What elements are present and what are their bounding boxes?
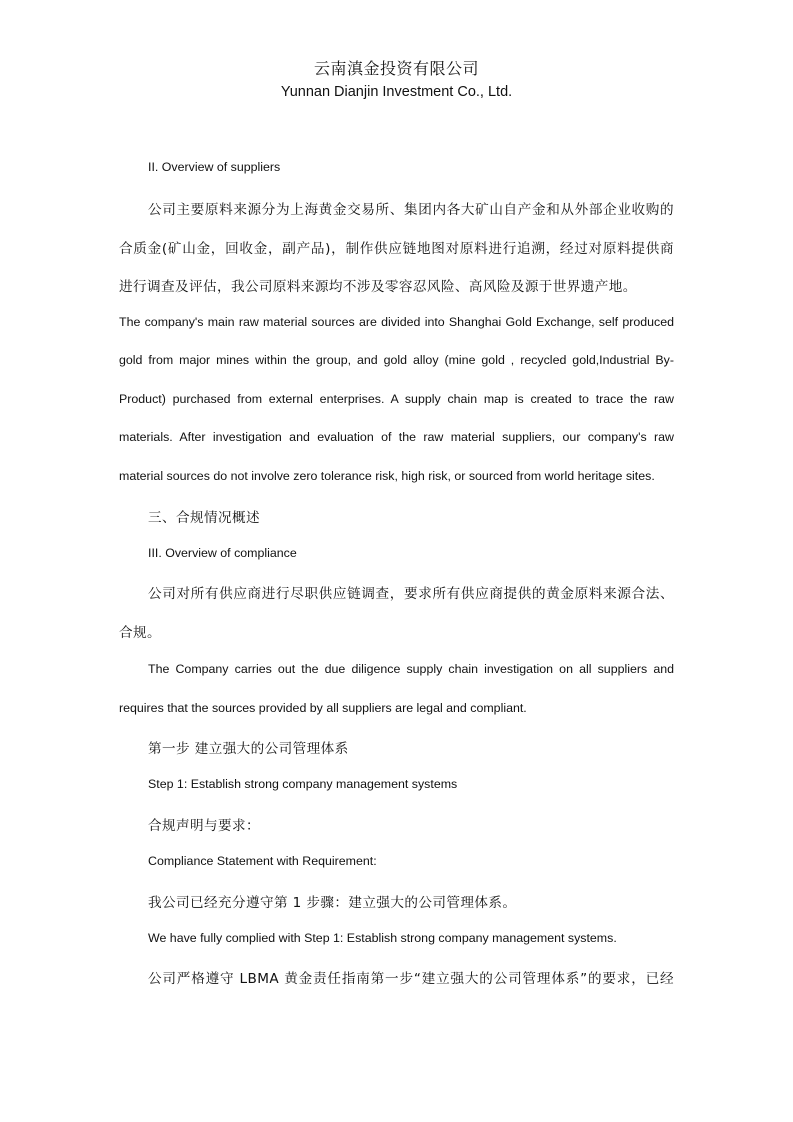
paragraph-line: materials. After investigation and evaluation of the raw material suppliers, our company's raw: [119, 430, 674, 444]
compliance-label-cn: 合规声明与要求：: [148, 818, 260, 834]
paragraph-line: 合质金(矿山金，回收金，副产品)，制作供应链地图对原料进行追溯，经过对原料提供商: [119, 241, 674, 257]
paragraph-line: requires that the sources provided by all suppliers are legal and compliant.: [119, 701, 527, 715]
paragraph-line: 合规。: [119, 625, 161, 641]
compliance-label-en: Compliance Statement with Requirement:: [148, 854, 377, 868]
section-heading-compliance-en: III. Overview of compliance: [148, 546, 297, 560]
step-heading-cn: 第一步 建立强大的公司管理体系: [148, 741, 349, 757]
paragraph-line: 公司主要原料来源分为上海黄金交易所、集团内各大矿山自产金和从外部企业收购的: [148, 202, 674, 218]
statement-cn: 我公司已经充分遵守第 1 步骤：建立强大的公司管理体系。: [148, 895, 517, 911]
paragraph-line: Product) purchased from external enterprises. A supply chain map is created to trace the raw: [119, 392, 674, 406]
step-heading-en: Step 1: Establish strong company management systems: [148, 777, 458, 791]
statement-en: We have fully complied with Step 1: Establish strong company management systems.: [148, 931, 617, 945]
paragraph-line: The company's main raw material sources are divided into Shanghai Gold Exchange, self produced: [119, 315, 674, 329]
paragraph-line: 公司对所有供应商进行尽职供应链调查，要求所有供应商提供的黄金原料来源合法、: [148, 586, 674, 602]
section-heading-suppliers: II. Overview of suppliers: [148, 160, 281, 174]
paragraph-line: material sources do not involve zero tolerance risk, high risk, or sourced from world heritage sites.: [119, 469, 655, 483]
paragraph-line: gold from major mines within the group, and gold alloy (mine gold , recycled gold,Industrial By-: [119, 353, 674, 367]
company-name-chinese: 云南滇金投资有限公司: [313, 59, 479, 78]
paragraph-line: 进行调查及评估，我公司原料来源均不涉及零容忍风险、高风险及源于世界遗产地。: [119, 279, 637, 295]
paragraph-line: 公司严格遵守 LBMA 黄金责任指南第一步“建立强大的公司管理体系”的要求，已经: [148, 971, 674, 987]
document-header: [0, 58, 793, 103]
paragraph-line: The Company carries out the due diligence supply chain investigation on all suppliers and: [148, 662, 674, 676]
company-name-english: Yunnan Dianjin Investment Co., Ltd.: [280, 84, 513, 100]
section-heading-compliance-cn: 三、合规情况概述: [148, 510, 260, 526]
